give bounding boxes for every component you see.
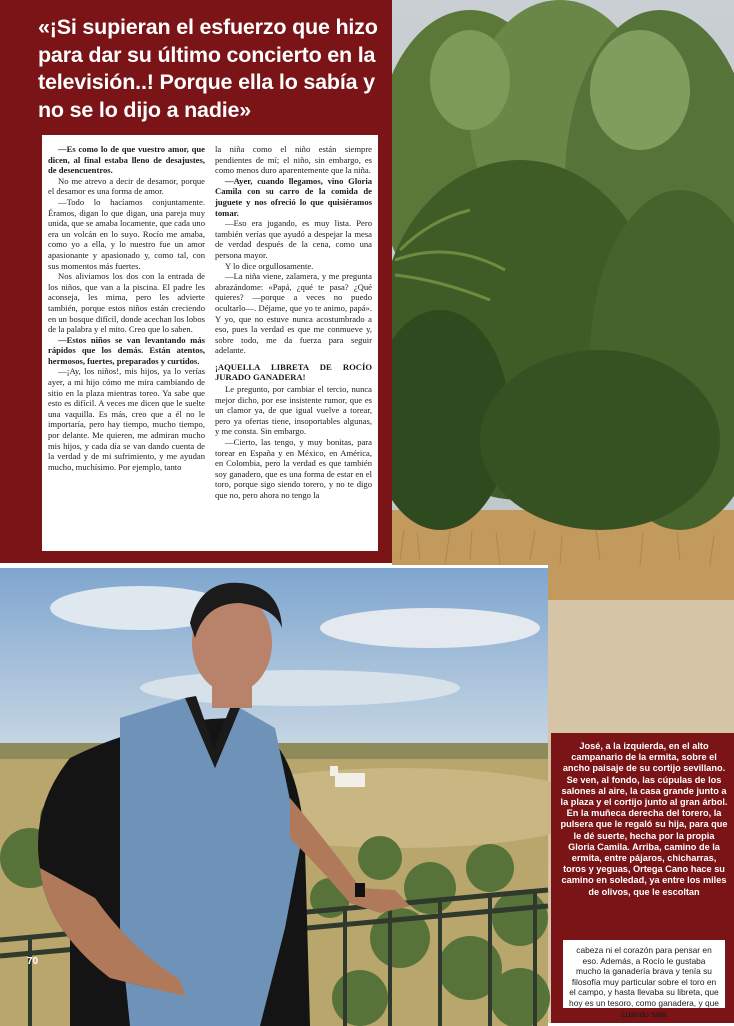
paragraph: —Todo lo hacíamos conjuntamente. Éramos, digan lo que digan, una pareja muy unida, que se amaba locamente, que cada uno era un volcán en lo suyo. Rocío me amaba, como yo a ella, y lo nuestro fue un amor apasionante y apasionado y, como tal, con sus momentos más fuertes. [48,196,205,271]
headline-panel [0,0,392,563]
paragraph: —¡Ay, los niños!, mis hijos, ya lo verías ayer, a mi hijo cómo me mira cambiando de sitio en la plaza mientras toreo. Ya sabe que esto es difícil. A veces me dicen que le suelte una vaquilla. Es más, creo que a él no le importaría, pero hay tiempo, mucho tiempo, por delante. Me quieren, me admiran mucho mis hijos, y cada día se van dando cuenta de la verdad y de mi sufrimiento, y me ayudan mucho, muchísimo. Por ejemplo, tanto [48,366,205,472]
section-subhead: ¡AQUELLA LIBRETA DE ROCÍO JURADO GANADERA! [215,361,372,383]
paragraph: la niña como el niño están siempre pendientes de mí; el niño, sin embargo, es como menos duro aparentemente que la niña. [215,144,372,176]
paragraph: —Estos niños se van levantando más rápidos que los demás. Están atentos, hermosos, fuertes, preparados y curtidos. [48,334,205,366]
article-body [42,135,378,551]
continuation-text: cabeza ni el corazón para pensar en eso. Además, a Rocío le gustaba mucho la ganadería brava y tenía su filosofía muy particular sobre el toro en el campo, y hasta llevaba su libreta, que hoy es un tesoro, como ganadera, y que cuando sale [569,945,719,1019]
paragraph: —Ayer, cuando llegamos, vino Gloria Camila con su carro de la comida de juguete y nos ofreció lo que quisiéramos tomar. [215,175,372,218]
article-continuation [563,940,725,1019]
article-column-1 [48,144,205,545]
paragraph: Y lo dice orgullosamente. [225,260,314,271]
paragraph: Nos aliviamos los dos con la entrada de los niños, que van a la piscina. El padre les aconseja, les mima, pero les advierte también, porque estos niños están creciendo en un bosque difícil, donde acechan los lobos de la palabra y el mito. Creo que lo saben. [48,271,205,335]
paragraph: Le pregunto, por cambiar el tercio, nunca mejor dicho, por ese insistente rumor, que es un clamor ya, de que igual vuelve a torear, pero ya ofertas tiene, insoportables algunas, y me consta. Sin embargo. [215,384,372,437]
paragraph: —La niña viene, zalamera, y me pregunta abrazándome: «Papá, ¿qué te pasa? ¿Qué quieres? —porque a veces no puedo ocultarlo—. Déjame, que yo te animo, papá». Y yo, que no estuve nunca acostumbrado a eso, pues la verdad es que me conmueve y, sobre todo, me da fuerza para seguir adelante. [215,271,372,356]
page-number: 70 [27,956,39,967]
article-column-2 [215,144,372,545]
paragraph: —Es como lo de que vuestro amor, que dicen, al final estaba lleno de desajustes, de desencuentros. [48,144,205,176]
paragraph: —Cierto, las tengo, y muy bonitas, para torear en España y en México, en América, en Colombia, pero la verdad es que también soy ganadero, que es una forma de estar en el toro, porque sigo siendo torero, y no te digo que no, pero ahora no tengo la [215,437,372,500]
photo-caption: José, a la izquierda, en el alto campanario de la ermita, sobre el ancho paisaje de su cortijo sevillano. Se ven, al fondo, las cúpulas de los salones al aire, la casa grande junto a la plaza y el cortijo junto al gran árbol. En la muñeca derecha del torero, la pulsera que le regaló su hija, para que le dé suerte, hecha por la propia Gloria Camila. Arriba, camino de la ermita, entre pájaros, chicharras, toros y yeguas, Ortega Cano hace su camino en soledad, ya entre los miles de olivos, que le escoltan [560,741,728,897]
portrait-photo [0,565,548,1023]
paragraph: —Eso era jugando, es muy lista. Pero también verías que ayudó a despejar la mesa de verdad después de la cena, como una persona mayor. [215,218,372,260]
headline: «¡Si supieran el esfuerzo que hizo para dar su último concierto en la televisión..! Porque ella lo sabía y no se lo dijo a nadie» [38,15,378,122]
caption-panel [551,733,734,1023]
paragraph: No me atrevo a decir de desamor, porque el desamor es una forma de amor. [48,175,205,197]
